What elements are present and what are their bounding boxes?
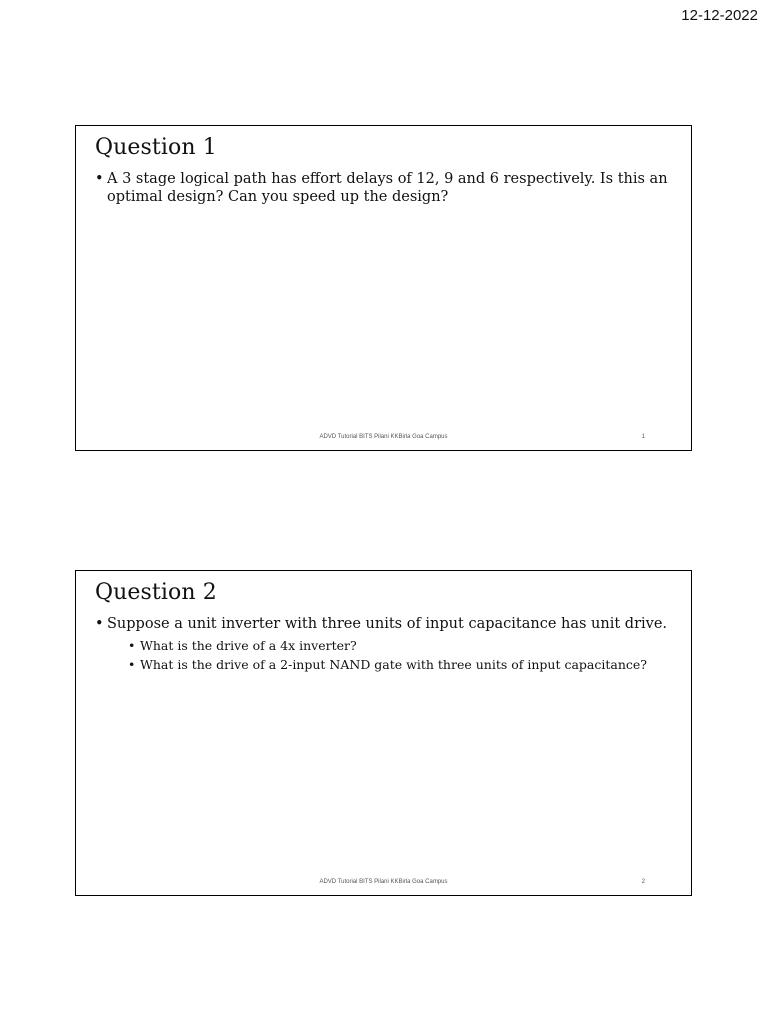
bullet-item	[95, 615, 670, 674]
slide-1	[75, 125, 692, 451]
bullet-item	[95, 170, 670, 206]
bullet-icon: •	[128, 638, 136, 653]
bullet-list	[95, 615, 670, 674]
slide-title: Question 2	[95, 580, 217, 605]
sub-bullet-item	[128, 636, 670, 655]
bullet-icon: •	[95, 616, 104, 632]
bullet-text: Suppose a unit inverter with three units of input capacitance has unit drive.	[107, 616, 668, 632]
slide-footer: ADVD Tutorial BITS Pilani KKBirla Goa Campus	[319, 434, 448, 440]
sub-bullet-text: What is the drive of a 4x inverter?	[140, 638, 357, 653]
slide-number: 2	[641, 879, 645, 885]
sub-bullet-list	[107, 636, 670, 674]
slide-footer: ADVD Tutorial BITS Pilani KKBirla Goa Campus	[319, 879, 448, 885]
print-date: 12-12-2022	[681, 7, 758, 24]
sub-bullet-text: What is the drive of a 2-input NAND gate with three units of input capacitance?	[140, 657, 647, 672]
slide-title: Question 1	[95, 135, 217, 160]
sub-bullet-item	[128, 655, 670, 674]
bullet-icon: •	[95, 171, 104, 187]
bullet-icon: •	[128, 657, 136, 672]
bullet-text: A 3 stage logical path has effort delays of 12, 9 and 6 respectively. Is this an optimal design? Can you speed up the design?	[107, 171, 668, 205]
bullet-list	[95, 170, 670, 206]
slide-number: 1	[641, 434, 645, 440]
slide-2	[75, 570, 692, 896]
